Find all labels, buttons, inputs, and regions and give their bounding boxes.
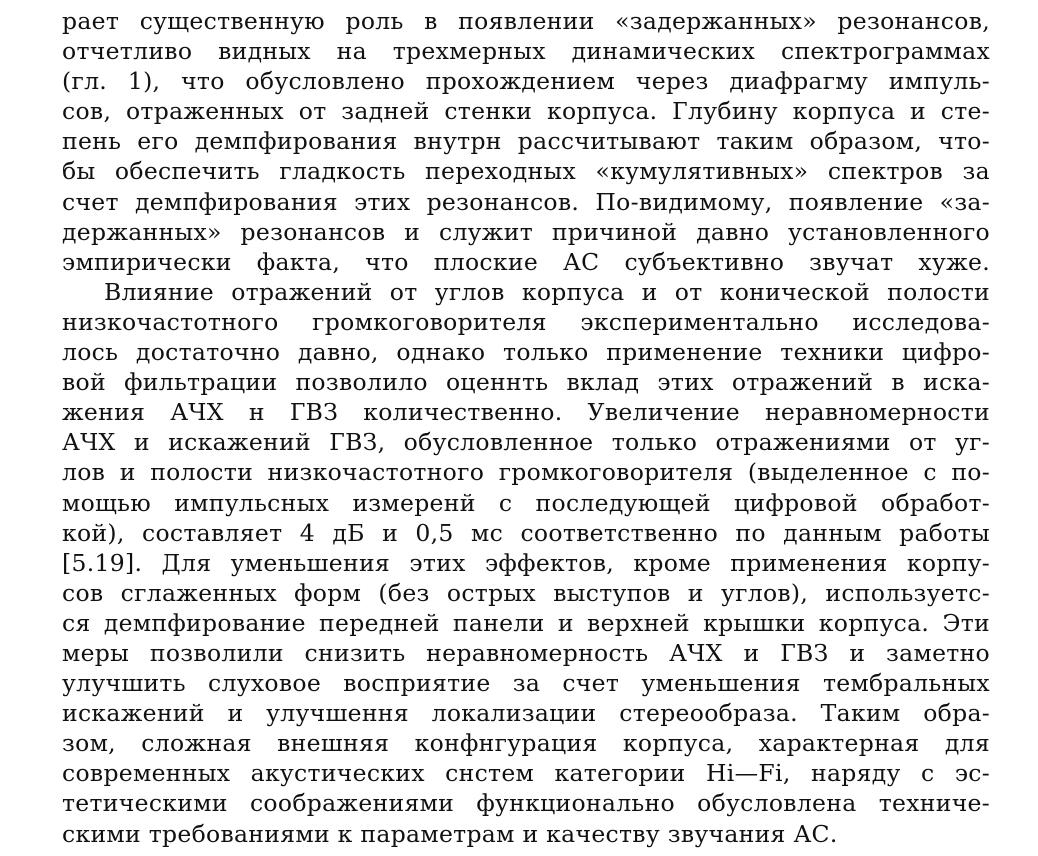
text-line: зом, сложная внешняя конфнгурация корпуса, характерная для [62, 729, 990, 758]
text-line: низкочастотного громкоговорителя экспериментально исследова- [62, 307, 990, 336]
text-line: счет демпфирования этих резонансов. По-видимому, появление «за- [62, 187, 990, 216]
text-line: сов, отраженных от задней стенки корпуса. Глубину корпуса и сте- [62, 97, 990, 126]
text-line: скими требованиями к параметрам и качеству звучания АС. [62, 819, 838, 848]
text-line: меры позволили снизить неравномерность АЧХ и ГВЗ и заметно [62, 638, 990, 667]
text-line: пень его демпфирования внутрн рассчитывают таким образом, что- [62, 127, 990, 156]
text-line: вой фильтрации позволило оценнть вклад этих отражений в иска- [62, 368, 990, 397]
text-line: бы обеспечить гладкость переходных «кумулятивных» спектров за [62, 157, 990, 186]
text-line: искажений и улучшення локализации стереообраза. Таким обра- [62, 699, 990, 728]
text-line: АЧХ и искажений ГВЗ, обусловленное только отражениями от уг- [62, 428, 990, 457]
text-line: отчетливо видных на трехмерных динамических спектрограммах [62, 37, 990, 66]
paragraph-first-line: Влияние отражений от углов корпуса и от конической полости [104, 277, 990, 306]
body-text [62, 6, 990, 849]
text-line: жения АЧХ н ГВЗ количественно. Увеличение неравномерности [62, 398, 990, 427]
text-line: тетическими соображениями функционально обусловлена техниче- [62, 789, 990, 818]
text-line: ся демпфирование передней панели и верхней крышки корпуса. Эти [62, 608, 990, 637]
text-line: сов сглаженных форм (без острых выступов и углов), используетс- [62, 578, 990, 607]
text-line: эмпирически факта, что плоские АС субъективно звучат хуже. [62, 247, 990, 276]
text-line: улучшить слуховое восприятие за счет уменьшения тембральных [62, 669, 990, 698]
text-line: лов и полости низкочастотного громкоговорителя (выделенное с по- [62, 458, 990, 487]
text-line: (гл. 1), что обусловлено прохождением через диафрагму импуль- [62, 67, 990, 96]
text-line: кой), составляет 4 дБ и 0,5 мс соответственно по данным работы [62, 518, 990, 547]
text-line: рает существенную роль в появлении «задержанных» резонансов, [62, 7, 990, 35]
text-line: современных акустических снстем категории Hi—Fi, наряду с эс- [62, 759, 990, 788]
text-line: мощью импульсных измеренй с последующей цифровой обработ- [62, 488, 990, 517]
text-line: держанных» резонансов и служит причиной давно установленного [62, 217, 990, 246]
text-line: [5.19]. Для уменьшения этих эффектов, кроме применения корпу- [62, 548, 990, 577]
text-line: лось достаточно давно, однако только применение техники цифро- [62, 338, 990, 367]
